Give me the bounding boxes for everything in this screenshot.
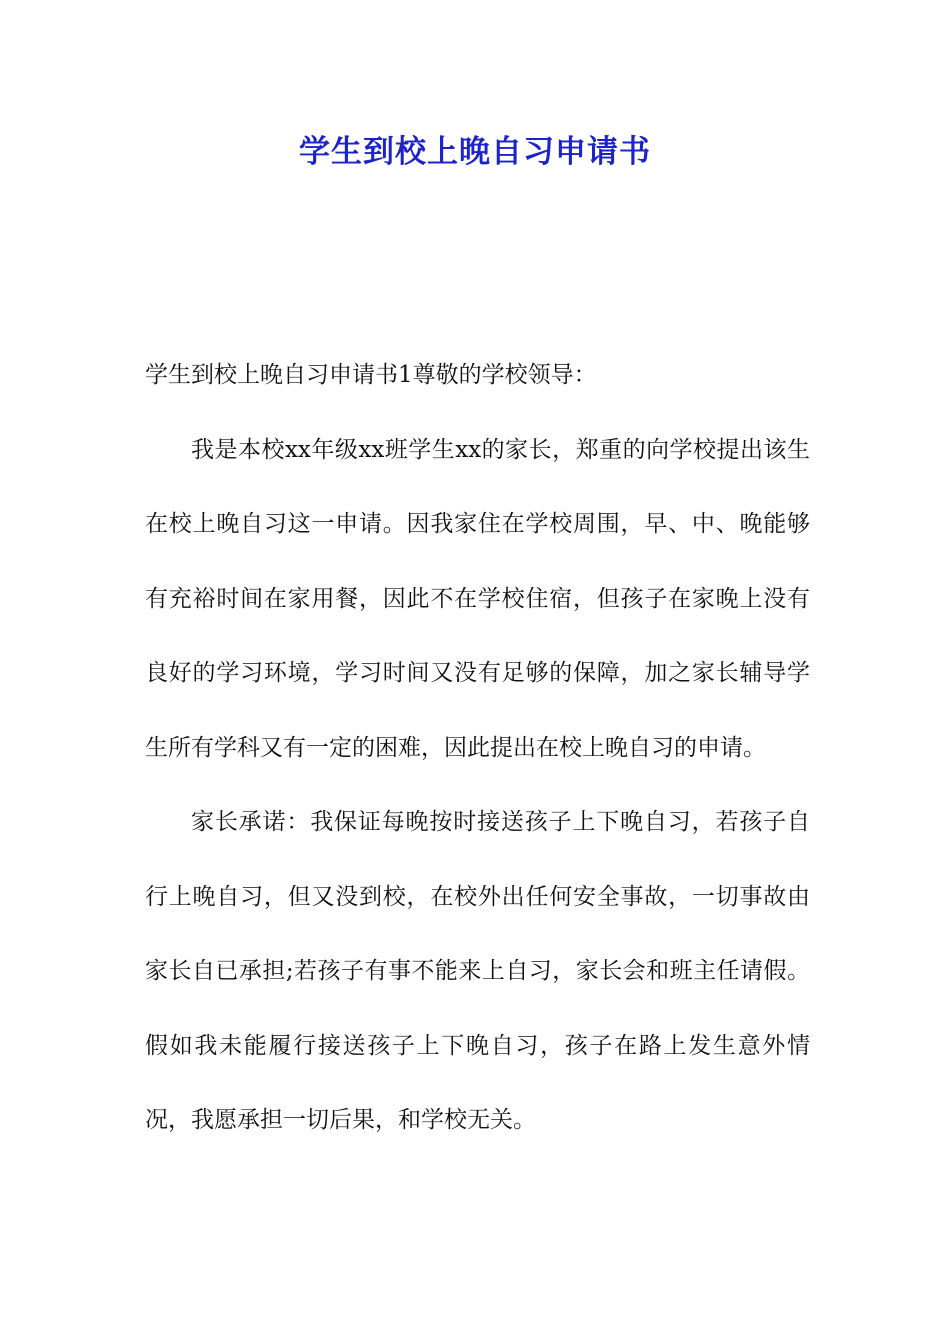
document-title: 学生到校上晚自习申请书	[299, 134, 651, 170]
application-paragraph: 我是本校xx年级xx班学生xx的家长，郑重的向学校提出该生在校上晚自习这一申请。因我家住在学校周围，早、中、晚能够有充裕时间在家用餐，因此不在学校住宿，但孩子在家晚上没有良好的学习环境，学习时间又没有足够的保障，加之家长辅导学生所有学科又有一定的困难，因此提出在校上晚自习的申请。	[145, 436, 810, 761]
parent-promise-paragraph: 家长承诺：我保证每晚按时接送孩子上下晚自习，若孩子自行上晚自习，但又没到校，在校外出任何安全事故，一切事故由家长自已承担;若孩子有事不能来上自习，家长会和班主任请假。假如我未能履行接送孩子上下晚自习，孩子在路上发生意外情况，我愿承担一切后果，和学校无关。	[145, 809, 810, 1133]
salutation-paragraph: 学生到校上晚自习申请书1尊敬的学校领导：	[145, 362, 597, 388]
document-body	[145, 338, 810, 1158]
